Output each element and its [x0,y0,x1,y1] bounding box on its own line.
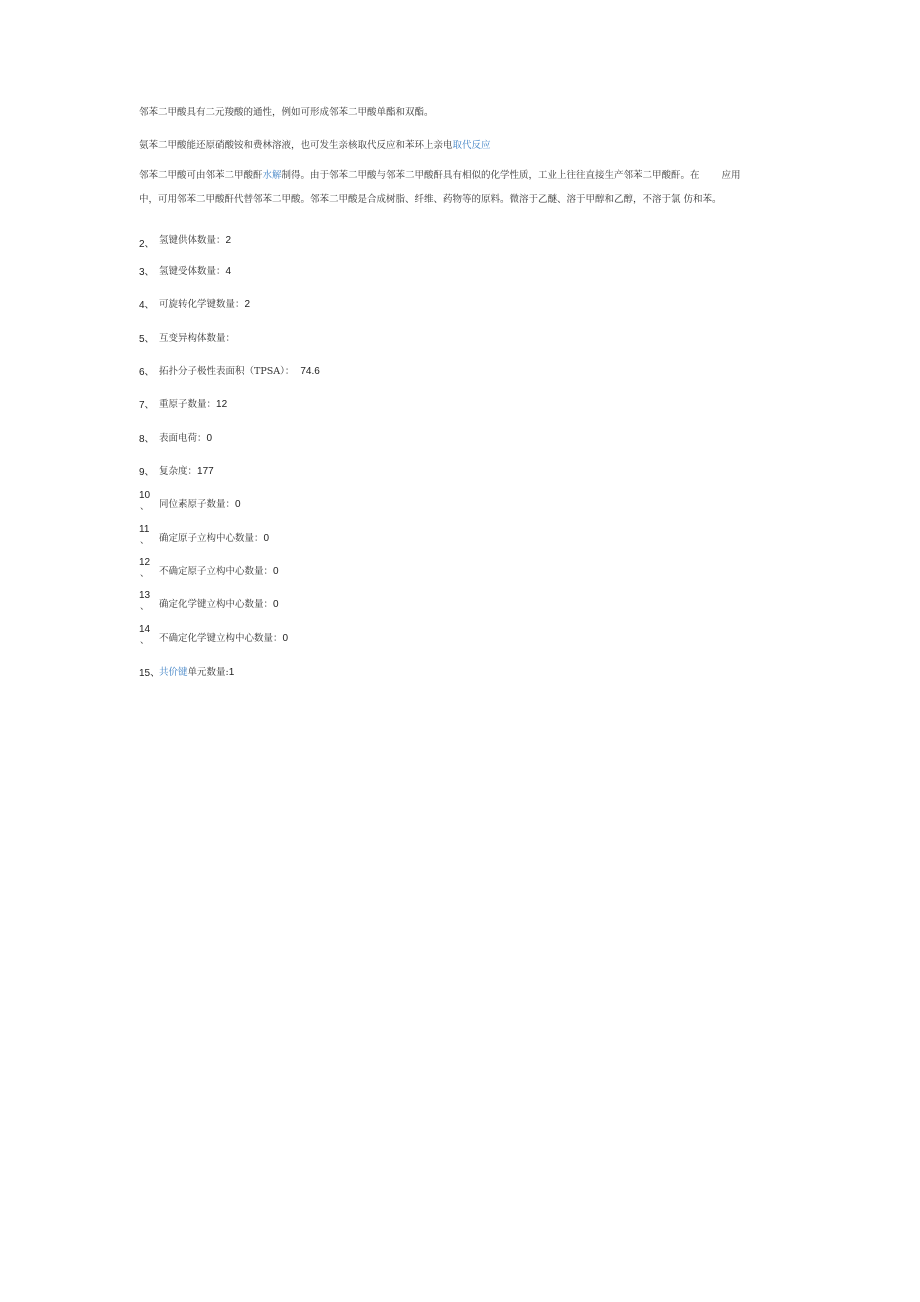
list-number: 8、 [139,434,155,445]
list-item-isotope-atoms [139,490,539,516]
property-value: 74.6 [300,366,320,377]
property-value: 2 [225,235,232,246]
paragraph-text: 应用 [721,170,741,181]
property-label: 拓扑分子极性表面积（TPSA）： [159,366,295,377]
property-label: 单元数量: [187,667,229,678]
list-item-heavy-atoms [139,396,539,416]
list-item-defined-atom-stereocenters [139,524,539,550]
list-item-undefined-atom-stereocenters [139,557,539,583]
property-label: 互变异构体数量： [159,333,236,344]
list-item-complexity [139,463,539,483]
property-label: 重原子数量： [159,399,217,410]
list-number: 3、 [139,267,155,278]
link-substitution-reaction[interactable]: 取代反应 [452,140,491,151]
paragraph-text: 制得。由于邻苯二甲酸与邻苯二甲酸酐具有相似的化学性质，工业上往往直接生产邻苯二甲酸酐。在 [281,170,700,181]
list-item-undefined-bond-stereocenters [139,624,539,650]
list-number: 4、 [139,300,155,311]
property-label: 复杂度： [159,466,198,477]
paragraph-preparation [139,164,779,212]
paragraph-dicarboxylic-properties [139,104,779,118]
list-item-rotatable-bonds [139,296,539,316]
property-label: 可旋转化学键数量： [159,299,245,310]
list-item-tautomers [139,330,539,350]
list-number: 10 、 [139,490,151,511]
list-number: 9、 [139,467,155,478]
link-covalent-bond[interactable]: 共价键 [159,667,188,678]
property-value: 177 [197,466,214,477]
property-value: 0 [263,533,270,544]
list-item-tpsa [139,363,539,383]
list-number: 14 、 [139,624,151,645]
property-value: 0 [282,633,289,644]
property-label: 同位素原子数量： [159,499,236,510]
property-value: 0 [273,566,279,577]
property-value: 0 [235,499,241,510]
paragraph-text: 中，可用邻苯二甲酸酐代替邻苯二甲酸。邻苯二甲酸是合成树脂、纤维、药物等的原料。微溶于乙醚、溶于甲醇和乙醇，不溶于氯 仿和苯。 [139,194,722,205]
property-value: 12 [216,399,228,410]
list-number: 6、 [139,367,155,378]
paragraph-text: 邻苯二甲酸具有二元羧酸的通性，例如可形成邻苯二甲酸单酯和双酯。 [139,107,434,118]
property-value: 4 [225,266,232,277]
list-number: 13 、 [139,590,151,611]
list-number: 2、 [139,239,155,250]
property-value: 0 [206,433,213,444]
list-number: 11 、 [139,524,150,545]
property-value: 0 [273,599,279,610]
list-item-surface-charge [139,430,539,450]
paragraph-text: 氨苯二甲酸能还原硝酸铵和费林溶液，也可发生亲核取代反应和苯环上亲电 [139,140,453,151]
list-number: 12 、 [139,557,151,578]
property-label: 不确定原子立构中心数量： [159,566,274,577]
property-label: 氢键受体数量： [159,266,226,277]
property-label: 氢键供体数量： [159,235,226,246]
list-number: 7、 [139,400,155,411]
link-hydrolysis[interactable]: 水解 [262,170,282,181]
list-item-hbond-donors [139,232,539,252]
list-item-defined-bond-stereocenters [139,590,539,616]
property-value: 2 [244,299,251,310]
list-number: 5、 [139,334,155,345]
list-item-covalent-units [139,664,539,684]
property-label: 确定化学键立构中心数量： [159,599,274,610]
property-value: 1 [228,667,235,678]
property-label: 不确定化学键立构中心数量： [159,633,283,644]
list-number: 15、 [139,668,161,679]
property-label: 确定原子立构中心数量： [159,533,264,544]
paragraph-text: 邻苯二甲酸可由邻苯二甲酸酐 [139,170,263,181]
paragraph-reduction-reactions [139,137,779,151]
property-label: 表面电荷： [159,433,207,444]
list-item-hbond-acceptors [139,263,539,283]
